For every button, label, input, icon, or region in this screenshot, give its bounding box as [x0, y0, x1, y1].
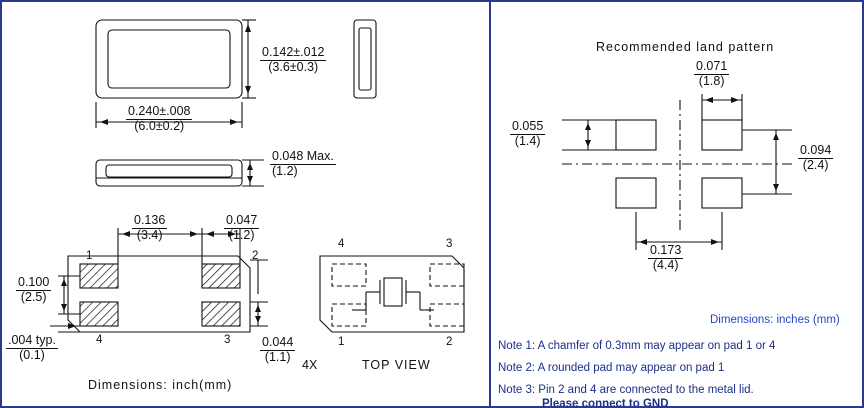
top-view-label: TOP VIEW: [362, 358, 431, 372]
pad-view-pin-2: 2: [252, 250, 259, 262]
dim-pad-height-suffix: 4X: [302, 358, 318, 372]
dim-pad-width: $\frac{0.047}{(1.2)}$: [226, 213, 258, 242]
top-view-pin-2: 2: [446, 336, 453, 348]
dim-pad-height: $\frac{0.044}{(1.1)}$: [262, 335, 294, 364]
dim-pad-pitch-y: $\frac{0.100}{(2.5)}$: [18, 275, 50, 304]
dim-width-body: $\frac{0.142\pm.012}{(3.6\pm 0.3)}$: [262, 45, 325, 74]
left-dimensions-caption: Dimensions: inch(mm): [88, 378, 233, 392]
top-view-pin-3: 3: [446, 238, 453, 250]
note-1: Note 1: A chamfer of 0.3mm may appear on pad 1 or 4: [498, 340, 776, 352]
pad-view-pin-1: 1: [86, 250, 93, 262]
note-3-continued: Please connect to GND: [542, 398, 669, 408]
top-view-pin-4: 4: [338, 238, 345, 250]
note-3: Note 3: Pin 2 and 4 are connected to the metal lid.: [498, 384, 754, 396]
pad-view-pin-3: 3: [224, 334, 231, 346]
land-pattern-title: Recommended land pattern: [596, 40, 775, 54]
dim-land-pad-gap-y: $\frac{0.094}{(2.4)}$: [800, 143, 832, 172]
dim-height-max: 0.048 Max. (1.2): [272, 149, 334, 178]
note-2: Note 2: A rounded pad may appear on pad 1: [498, 362, 725, 374]
top-view-pin-1: 1: [338, 336, 345, 348]
right-dimensions-caption: Dimensions: inches (mm): [710, 314, 840, 326]
dim-land-pad-width: $\frac{0.071}{(1.8)}$: [696, 59, 728, 88]
dim-pad-edge: .004 typ. (0.1): [8, 333, 56, 362]
pad-view-pin-4: 4: [96, 334, 103, 346]
dim-land-pitch-x: $\frac{0.173}{(4.4)}$: [650, 243, 682, 272]
dim-pad-pitch-x: $\frac{0.136}{(3.4)}$: [134, 213, 166, 242]
dim-length-body: $\frac{0.240\pm.008}{(6.0\pm 0.2)}$: [128, 104, 191, 133]
dim-land-pad-height-left: $\frac{0.055}{(1.4)}$: [512, 119, 544, 148]
